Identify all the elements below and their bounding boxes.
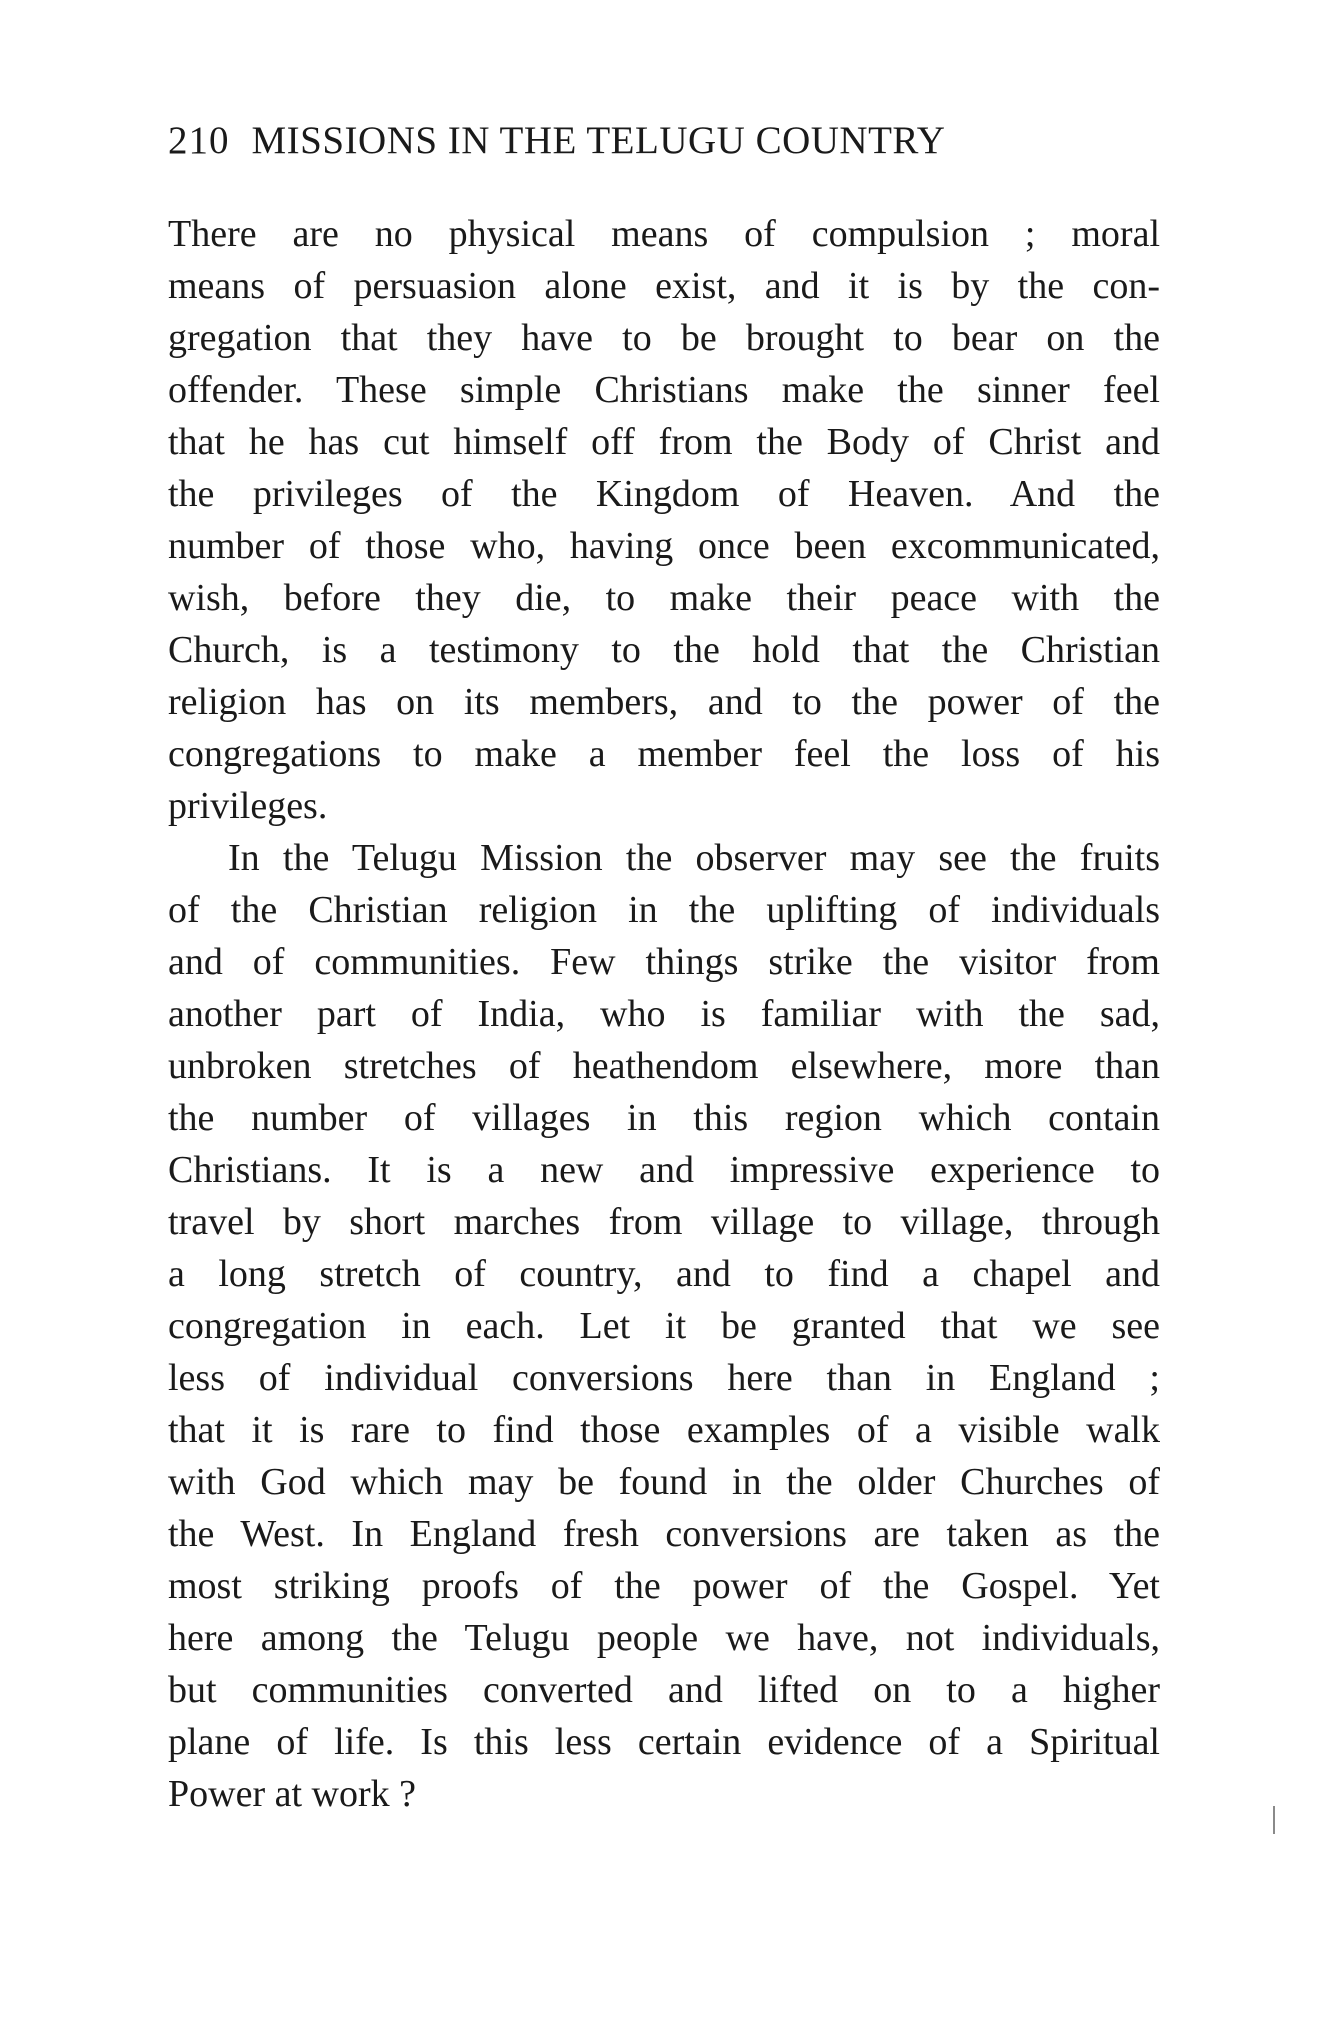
text-line: the privileges of the Kingdom of Heaven. And the xyxy=(168,473,1160,515)
text-line: the West. In England fresh conversions are taken as the xyxy=(168,1513,1160,1555)
text-line: religion has on its members, and to the power of the xyxy=(168,681,1160,723)
text-line: that it is rare to find those examples of a visible walk xyxy=(168,1409,1160,1451)
running-head xyxy=(168,118,1168,168)
text-line: most striking proofs of the power of the Gospel. Yet xyxy=(168,1565,1160,1607)
text-line: unbroken stretches of heathendom elsewhere, more than xyxy=(168,1045,1160,1087)
body-text xyxy=(168,208,1160,1820)
text-line: plane of life. Is this less certain evidence of a Spiritual xyxy=(168,1721,1160,1763)
text-line: privileges. xyxy=(168,785,328,827)
text-line: but communities converted and lifted on to a higher xyxy=(168,1669,1160,1711)
paragraph-2 xyxy=(168,832,1160,1820)
page-number: 210 xyxy=(168,119,230,162)
text-line: a long stretch of country, and to find a chapel and xyxy=(168,1253,1160,1295)
text-line: means of persuasion alone exist, and it is by the con- xyxy=(168,265,1160,307)
text-line: here among the Telugu people we have, not individuals, xyxy=(168,1617,1160,1659)
paragraph-1 xyxy=(168,208,1160,832)
text-line: Power at work ? xyxy=(168,1773,416,1815)
text-line: congregation in each. Let it be granted that we see xyxy=(168,1305,1160,1347)
running-title: MISSIONS IN THE TELUGU COUNTRY xyxy=(251,119,946,162)
margin-mark xyxy=(1273,1806,1275,1834)
text-line: with God which may be found in the older Churches of xyxy=(168,1461,1160,1503)
text-line: Church, is a testimony to the hold that the Christian xyxy=(168,629,1160,671)
text-line: gregation that they have to be brought to bear on the xyxy=(168,317,1160,359)
text-line: wish, before they die, to make their peace with the xyxy=(168,577,1160,619)
text-line: congregations to make a member feel the loss of his xyxy=(168,733,1160,775)
text-line: There are no physical means of compulsion ; moral xyxy=(168,213,1160,255)
text-line: In the Telugu Mission the observer may see the fruits xyxy=(228,837,1160,879)
text-line: travel by short marches from village to village, through xyxy=(168,1201,1160,1243)
text-line: Christians. It is a new and impressive experience to xyxy=(168,1149,1160,1191)
text-line: number of those who, having once been excommunicated, xyxy=(168,525,1160,567)
text-line: less of individual conversions here than in England ; xyxy=(168,1357,1160,1399)
text-line: another part of India, who is familiar with the sad, xyxy=(168,993,1160,1035)
text-line: the number of villages in this region which contain xyxy=(168,1097,1160,1139)
text-line: and of communities. Few things strike the visitor from xyxy=(168,941,1160,983)
text-line: that he has cut himself off from the Body of Christ and xyxy=(168,421,1160,463)
text-line: of the Christian religion in the uplifting of individuals xyxy=(168,889,1160,931)
text-line: offender. These simple Christians make the sinner feel xyxy=(168,369,1160,411)
